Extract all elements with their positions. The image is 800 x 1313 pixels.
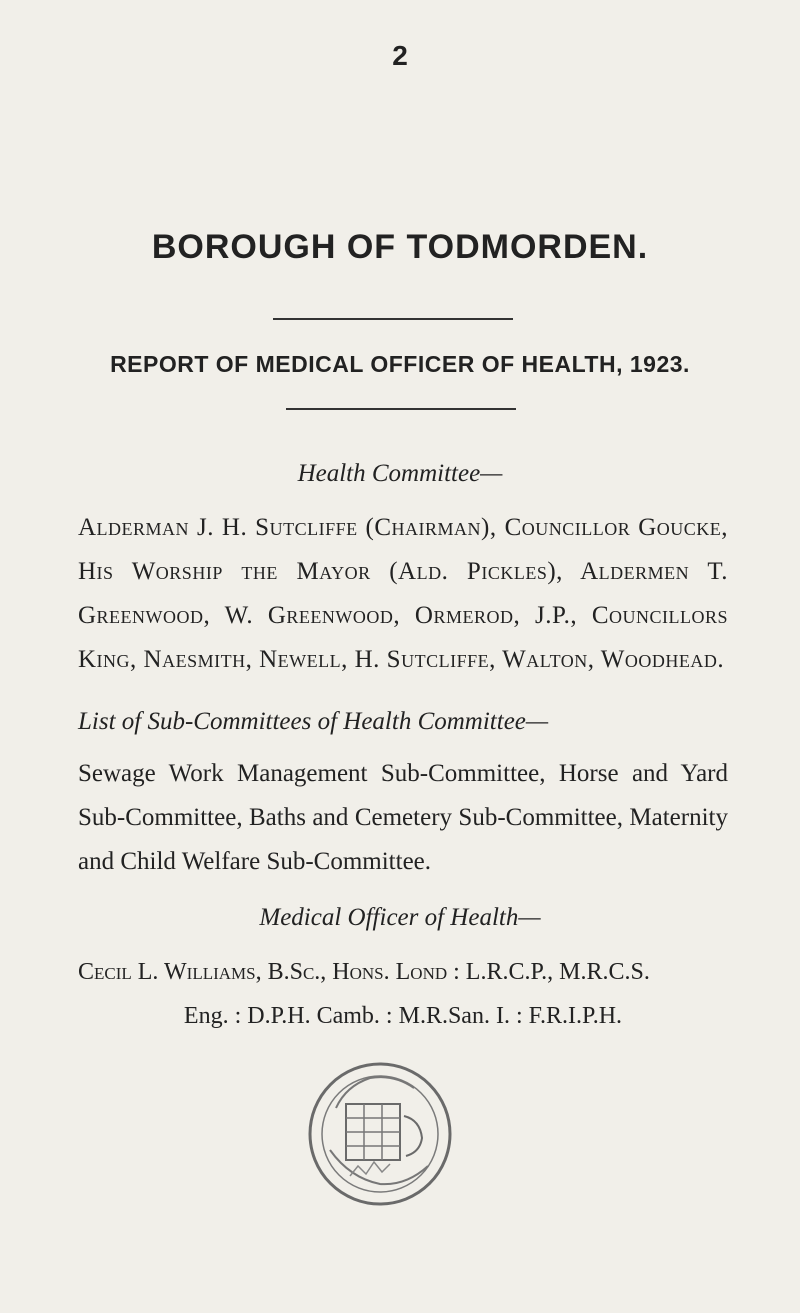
health-committee-heading: Health Committee— xyxy=(297,460,503,487)
sub-committees-heading: List of Sub-Committees of Health Committee— xyxy=(78,708,549,735)
report-subtitle: REPORT OF MEDICAL OFFICER OF HEALTH, 1923. xyxy=(110,351,690,377)
divider-bottom xyxy=(286,408,516,410)
medical-officer-heading: Medical Officer of Health— xyxy=(259,904,541,931)
document-title: BOROUGH OF TODMORDEN. xyxy=(151,228,649,266)
library-stamp-icon xyxy=(300,1054,460,1214)
divider-top xyxy=(273,318,513,320)
medical-officer-credentials xyxy=(78,950,728,1038)
medical-officer-name-line: Cecil L. Williams, B.Sc., Hons. Lond : L.R.C.P., M.R.C.S. xyxy=(78,959,650,985)
health-committee-members: Alderman J. H. Sutcliffe (Chairman), Councillor Goucke, His Worship the Mayor (Ald. Pickles), Aldermen T. Greenwood, W. Greenwood, Ormerod, J.P., Councillors King, Naesmith, Newell, H. Sutcliffe, Walton, Woodhead. xyxy=(78,514,728,673)
sub-committees-list: Sewage Work Management Sub-Committee, Horse and Yard Sub-Committee, Baths and Cemetery Sub-Committee, Maternity and Child Welfare Sub-Committee. xyxy=(78,760,728,875)
page-number: 2 xyxy=(392,40,408,71)
medical-officer-qualifications-line: Eng. : D.P.H. Camb. : M.R.San. I. : F.R.I.P.H. xyxy=(183,1003,623,1029)
